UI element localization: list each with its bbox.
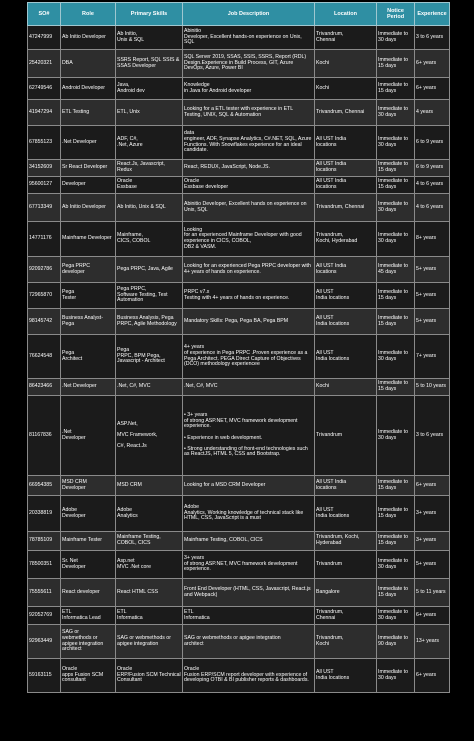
cell-role: .Net Developer <box>61 126 116 160</box>
cell-notice-period: Immediate to 15 days <box>377 579 415 607</box>
cell-location: Trivandrum <box>315 551 377 579</box>
cell-primary-skills: React.Js, Javascript, Redux <box>116 160 183 177</box>
cell-role: Oracle apps Fusion SCM consultant <box>61 659 116 693</box>
cell-notice-period: Immediate to 30 days <box>377 126 415 160</box>
cell-location: All UST India locations <box>315 309 377 335</box>
cell-role: SAG or webmethods or apigee integration architect <box>61 625 116 659</box>
cell-so: 62749546 <box>28 78 61 100</box>
cell-role: Ab Initio Developer <box>61 26 116 50</box>
table-row <box>28 257 450 283</box>
cell-notice-period: Immediate to 30 days <box>377 551 415 579</box>
cell-primary-skills: SSRS Report, SQL SSIS & SSAS Developer <box>116 50 183 78</box>
cell-so: 92052769 <box>28 607 61 625</box>
cell-location: All UST India locations <box>315 177 377 194</box>
cell-so: 78785109 <box>28 532 61 551</box>
cell-role: Sr React Developer <box>61 160 116 177</box>
table-row <box>28 26 450 50</box>
cell-notice-period: Immediate to 15 days <box>377 177 415 194</box>
table-row <box>28 50 450 78</box>
cell-so: 25420321 <box>28 50 61 78</box>
cell-primary-skills: Java, Android dev <box>116 78 183 100</box>
cell-primary-skills: MSD CRM <box>116 476 183 496</box>
cell-primary-skills: ASP.Net, MVC Framework, C#, React.Js <box>116 396 183 476</box>
cell-job-description: Mainframe Testing, COBOL, CICS <box>183 532 315 551</box>
cell-experience: 3 to 6 years <box>415 396 450 476</box>
cell-experience: 5 to 11 years <box>415 579 450 607</box>
cell-experience: 4 to 6 years <box>415 194 450 222</box>
cell-location: Trivandrum, Chennai <box>315 26 377 50</box>
cell-job-description: Abinitio Developer, Excellent hands on experience on Unix, SQL <box>183 194 315 222</box>
cell-location: Bangalore <box>315 579 377 607</box>
cell-location: Trivandrum, Kochi, Hyderabad <box>315 222 377 257</box>
cell-primary-skills: Ab Initio, Unix & SQL <box>116 194 183 222</box>
table-row <box>28 659 450 693</box>
cell-experience: 6+ years <box>415 50 450 78</box>
cell-role: ETL Testing <box>61 100 116 126</box>
cell-so: 92963449 <box>28 625 61 659</box>
cell-experience: 7+ years <box>415 335 450 379</box>
table-row <box>28 579 450 607</box>
cell-role: Pega PRPC developer <box>61 257 116 283</box>
cell-location: Trivandrum <box>315 396 377 476</box>
header-experience: Experience <box>415 3 450 26</box>
table-header-row <box>28 3 450 26</box>
cell-notice-period: Immediate to 15 days <box>377 379 415 396</box>
cell-notice-period: Immediate to 15 days <box>377 283 415 309</box>
cell-job-description: • 3+ years of strong ASP.NET, MVC framework development experience. • Experience in web development. • Strong understanding of front-end technologies such as ReactJS, HTML 5, CSS and Bootstrap. <box>183 396 315 476</box>
cell-primary-skills: ETL, Unix <box>116 100 183 126</box>
cell-role: .Net Developer <box>61 379 116 396</box>
cell-experience: 5+ years <box>415 309 450 335</box>
cell-location: Trivandrum, Kochi <box>315 625 377 659</box>
cell-job-description: PRPC v7.x Testing with 4+ years of hands on experience. <box>183 283 315 309</box>
header-job-description: Job Description <box>183 3 315 26</box>
table-row <box>28 283 450 309</box>
header-location: Location <box>315 3 377 26</box>
cell-job-description: data engineer, ADF, Synapse Analytics, C#.NET, SQL, Azure Functions. With Snowflakes experience for an ideal candidate. <box>183 126 315 160</box>
job-openings-table <box>27 2 450 693</box>
table-row <box>28 126 450 160</box>
cell-so: 59163115 <box>28 659 61 693</box>
cell-location: Kochi <box>315 78 377 100</box>
table-row <box>28 379 450 396</box>
cell-location: Trivandrum, Kochi, Hyderabad <box>315 532 377 551</box>
cell-so: 95600127 <box>28 177 61 194</box>
cell-notice-period: Immediate to 15 days <box>377 160 415 177</box>
cell-role: Android Developer <box>61 78 116 100</box>
cell-primary-skills: Asp.net MVC .Net core <box>116 551 183 579</box>
cell-job-description: Oracle Essbase developer <box>183 177 315 194</box>
cell-job-description: Looking for an experienced Mainframe Developer with good experience in CICS, COBOL, DB2 & VASM. <box>183 222 315 257</box>
cell-so: 14771176 <box>28 222 61 257</box>
cell-primary-skills: ETL Informatica <box>116 607 183 625</box>
cell-location: All UST India locations <box>315 160 377 177</box>
table-row <box>28 532 450 551</box>
cell-job-description: Front End Developer (HTML, CSS, Javascript, React.js and Webpack) <box>183 579 315 607</box>
cell-role: Adobe Developer <box>61 496 116 532</box>
cell-location: Kochi <box>315 50 377 78</box>
cell-so: 66954385 <box>28 476 61 496</box>
table-row <box>28 194 450 222</box>
cell-experience: 6+ years <box>415 476 450 496</box>
cell-role: MSD CRM Developer <box>61 476 116 496</box>
cell-primary-skills: Pega PRPC, Java, Agile <box>116 257 183 283</box>
table-row <box>28 607 450 625</box>
table-row <box>28 309 450 335</box>
cell-experience: 6+ years <box>415 78 450 100</box>
cell-notice-period: Immediate to 30 days <box>377 194 415 222</box>
cell-experience: 3+ years <box>415 496 450 532</box>
cell-location: Trivandrum, Chennai <box>315 100 377 126</box>
cell-role: Developer <box>61 177 116 194</box>
table-row <box>28 78 450 100</box>
cell-so: 98145742 <box>28 309 61 335</box>
cell-role: Sr. Net Developer <box>61 551 116 579</box>
cell-so: 72965870 <box>28 283 61 309</box>
cell-job-description: SQL Server 2019, SSAS, SSIS, SSRS, Report (RDL) Design.Experience in Build Process, GIT, Azure DevOps, Azure, Power BI <box>183 50 315 78</box>
cell-role: Mainframe Tester <box>61 532 116 551</box>
cell-so: 92092786 <box>28 257 61 283</box>
cell-experience: 6+ years <box>415 659 450 693</box>
cell-job-description: Oracle Fusion ERP/SCM report developer with experience of developing OTBI & BI publisher reports & dashboards. <box>183 659 315 693</box>
cell-notice-period: Immediate to 15 days <box>377 496 415 532</box>
cell-experience: 5+ years <box>415 551 450 579</box>
cell-notice-period: Immediate to 30 days <box>377 659 415 693</box>
table-row <box>28 625 450 659</box>
table-row <box>28 551 450 579</box>
cell-location: All UST India locations <box>315 659 377 693</box>
cell-job-description: SAG or webmethods or apigee integration architect <box>183 625 315 659</box>
cell-primary-skills: Oracle ERP/Fusion SCM Technical Consultant <box>116 659 183 693</box>
table-row <box>28 496 450 532</box>
cell-role: .Net Developer <box>61 396 116 476</box>
cell-role: Business Analyst-Pega <box>61 309 116 335</box>
cell-so: 78500351 <box>28 551 61 579</box>
cell-primary-skills: Mainframe, CICS, COBOL <box>116 222 183 257</box>
cell-experience: 4 to 6 years <box>415 177 450 194</box>
cell-job-description: Looking for a ETL tester with experience in ETL Testing, UNIX, SQL & Automation <box>183 100 315 126</box>
table-row <box>28 160 450 177</box>
cell-experience: 6 to 9 years <box>415 160 450 177</box>
cell-notice-period: Immediate to 15 days <box>377 309 415 335</box>
cell-primary-skills: ADF, C#, .Net, Azure <box>116 126 183 160</box>
table-row <box>28 396 450 476</box>
cell-notice-period: Immediate to 15 days <box>377 476 415 496</box>
cell-primary-skills: Pega PRPC, Software Testing, Test Automation <box>116 283 183 309</box>
header-role: Role <box>61 3 116 26</box>
cell-role: Pega Tester <box>61 283 116 309</box>
cell-notice-period: Immediate to 90 days <box>377 625 415 659</box>
cell-job-description: Knowledge in Java for Android developer <box>183 78 315 100</box>
cell-job-description: Adobe Analytics, Working knowledge of technical stack like HTML, CSS, JavaScript is a must <box>183 496 315 532</box>
cell-location: All UST India locations <box>315 257 377 283</box>
cell-notice-period: Immediate to 30 days <box>377 100 415 126</box>
cell-job-description: .Net, C#, MVC <box>183 379 315 396</box>
cell-job-description: React, REDUX, JavaScript, Node.JS. <box>183 160 315 177</box>
cell-notice-period: Immediate to 15 days <box>377 50 415 78</box>
cell-location: All UST India locations <box>315 335 377 379</box>
cell-primary-skills: SAG or webmethods or apigee integration <box>116 625 183 659</box>
cell-experience: 5+ years <box>415 257 450 283</box>
cell-notice-period: Immediate to 15 days <box>377 532 415 551</box>
cell-job-description: 3+ years of strong ASP.NET, MVC framework development experience. <box>183 551 315 579</box>
header-so: SO# <box>28 3 61 26</box>
cell-role: DBA <box>61 50 116 78</box>
cell-experience: 3+ years <box>415 532 450 551</box>
cell-notice-period: Immediate to 30 days <box>377 222 415 257</box>
cell-notice-period: Immediate to 15 days <box>377 78 415 100</box>
cell-so: 86423466 <box>28 379 61 396</box>
cell-experience: 8+ years <box>415 222 450 257</box>
cell-location: Trivandrum, Chennai <box>315 607 377 625</box>
cell-primary-skills: Mainframe Testing, COBOL, CICS <box>116 532 183 551</box>
cell-notice-period: Immediate to 30 days <box>377 26 415 50</box>
cell-primary-skills: Oracle Essbase <box>116 177 183 194</box>
cell-so: 47247999 <box>28 26 61 50</box>
cell-so: 75555611 <box>28 579 61 607</box>
table-row <box>28 476 450 496</box>
cell-primary-skills: Pega PRPC, BPM Pega, Javascript - Architect <box>116 335 183 379</box>
cell-location: All UST India locations <box>315 476 377 496</box>
cell-location: All UST India locations <box>315 283 377 309</box>
cell-role: Ab Initio Developer <box>61 194 116 222</box>
cell-role: ETL Informatica Lead <box>61 607 116 625</box>
cell-role: React developer <box>61 579 116 607</box>
cell-primary-skills: React HTML CSS <box>116 579 183 607</box>
cell-location: All UST India locations <box>315 496 377 532</box>
cell-location: Kochi <box>315 379 377 396</box>
cell-job-description: Looking for an experienced Pega PRPC developer with 4+ years of hands on experience. <box>183 257 315 283</box>
cell-so: 41947294 <box>28 100 61 126</box>
cell-so: 20338819 <box>28 496 61 532</box>
cell-job-description: Mandatory Skills: Pega, Pega BA, Pega BPM <box>183 309 315 335</box>
cell-primary-skills: .Net, C#, MVC <box>116 379 183 396</box>
cell-primary-skills: Business Analysis, Pega PRPC, Agile Methodology <box>116 309 183 335</box>
cell-role: Mainframe Developer <box>61 222 116 257</box>
table-row <box>28 222 450 257</box>
cell-so: 67855123 <box>28 126 61 160</box>
header-primary-skills: Primary Skills <box>116 3 183 26</box>
cell-primary-skills: Ab Initio, Unix & SQL <box>116 26 183 50</box>
cell-location: Trivandrum, Chennai <box>315 194 377 222</box>
job-table-container <box>27 2 449 693</box>
cell-so: 76624548 <box>28 335 61 379</box>
header-notice-period: Notice Period <box>377 3 415 26</box>
table-row <box>28 177 450 194</box>
cell-experience: 5 to 10 years <box>415 379 450 396</box>
cell-experience: 6 to 9 years <box>415 126 450 160</box>
cell-job-description: 4+ years of experience in Pega PRPC .Proven experience as a Pega Architect. PEGA Direct Capture of Objectives (DCO) methodology experiencee <box>183 335 315 379</box>
cell-primary-skills: Adobe Analytics <box>116 496 183 532</box>
cell-role: Pega Architect <box>61 335 116 379</box>
cell-so: 34152609 <box>28 160 61 177</box>
cell-notice-period: Immediate to 30 days <box>377 335 415 379</box>
table-row <box>28 100 450 126</box>
cell-notice-period: Immediate to 45 days <box>377 257 415 283</box>
cell-job-description: ETL Informatica <box>183 607 315 625</box>
cell-experience: 5+ years <box>415 283 450 309</box>
cell-so: 67713349 <box>28 194 61 222</box>
cell-so: 81167836 <box>28 396 61 476</box>
cell-experience: 13+ years <box>415 625 450 659</box>
cell-job-description: Looking for a MSD CRM Developer <box>183 476 315 496</box>
table-body <box>28 26 450 693</box>
cell-location: All UST India locations <box>315 126 377 160</box>
table-row <box>28 335 450 379</box>
cell-experience: 6+ years <box>415 607 450 625</box>
cell-notice-period: Immediate to 30 days <box>377 396 415 476</box>
cell-experience: 4 years <box>415 100 450 126</box>
cell-job-description: Abinitio Developer, Excellent hands-on experience on Unix, SQL <box>183 26 315 50</box>
cell-notice-period: Immediate to 30 days <box>377 607 415 625</box>
cell-experience: 3 to 6 years <box>415 26 450 50</box>
